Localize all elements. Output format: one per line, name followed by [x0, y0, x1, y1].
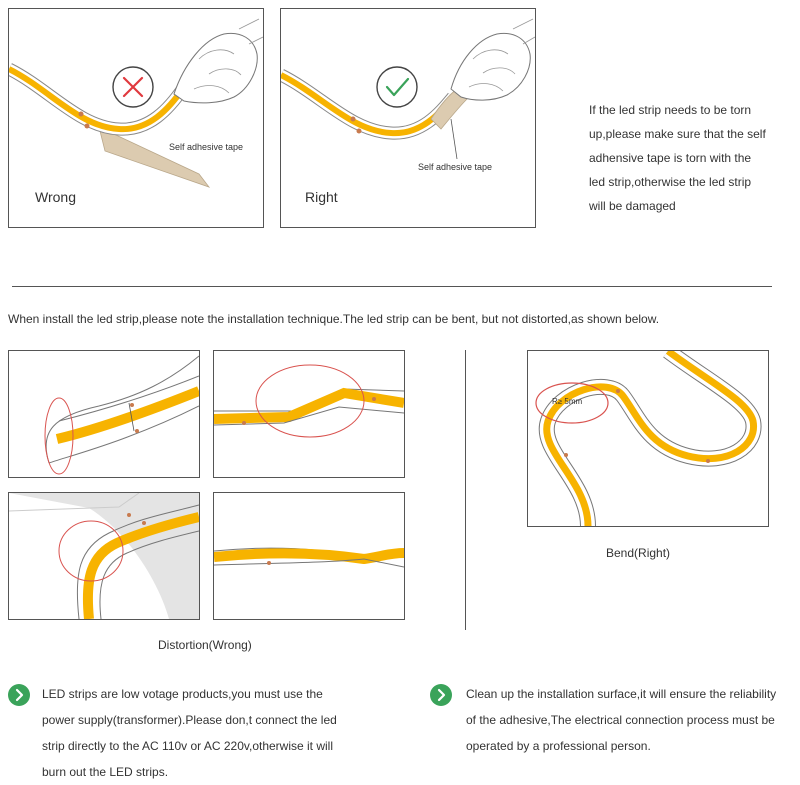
distortion-caption: Distortion(Wrong)	[158, 638, 252, 652]
tear-note-line: will be damaged	[589, 199, 676, 213]
right-panel	[280, 8, 536, 228]
column-divider	[465, 350, 466, 630]
tear-note-line: adhensive tape is torn with the	[589, 151, 752, 165]
tip-line: power supply(transformer).Please don,t connect the led	[42, 713, 337, 727]
tip-line: Clean up the installation surface,it will ensure the reliability	[466, 687, 777, 701]
section-divider	[12, 286, 772, 287]
tip-clean-surface	[466, 681, 796, 759]
tip-line: LED strips are low votage products,you must use the	[42, 687, 323, 701]
right-label: Right	[305, 189, 338, 205]
distortion-panel-2	[213, 350, 405, 478]
bend-panel	[527, 350, 769, 527]
distortion-panel-3	[8, 492, 200, 620]
right-circle	[377, 67, 417, 107]
tip-line: burn out the LED strips.	[42, 765, 169, 779]
wrong-tape-label: Self adhesive tape	[169, 142, 244, 152]
tip-power-supply	[42, 681, 392, 785]
tear-note-line: If the led strip needs to be torn	[589, 103, 752, 117]
bend-caption: Bend(Right)	[606, 546, 671, 560]
tip-line: strip directly to the AC 110v or AC 220v,otherwise it will	[42, 739, 334, 753]
tear-note-line: led strip,otherwise the led strip	[589, 175, 752, 189]
tear-note-line: up,please make sure that the self	[589, 127, 766, 141]
distortion-panel-4	[213, 492, 405, 620]
tip-line: operated by a professional person.	[466, 739, 651, 753]
chevron-right-icon	[430, 684, 452, 706]
tear-note	[589, 98, 794, 218]
install-note: When install the led strip,please note the installation technique.The led strip can be bent, but not distorted,as shown below.	[8, 312, 660, 326]
right-tape-label: Self adhesive tape	[418, 162, 493, 172]
bend-radius-label: R≥ 5mm	[552, 397, 583, 406]
wrong-panel	[8, 8, 264, 228]
tip-line: of the adhesive,The electrical connection process must be	[466, 713, 775, 727]
distortion-panel-1	[8, 350, 200, 478]
chevron-right-icon	[8, 684, 30, 706]
wrong-label: Wrong	[35, 189, 76, 205]
